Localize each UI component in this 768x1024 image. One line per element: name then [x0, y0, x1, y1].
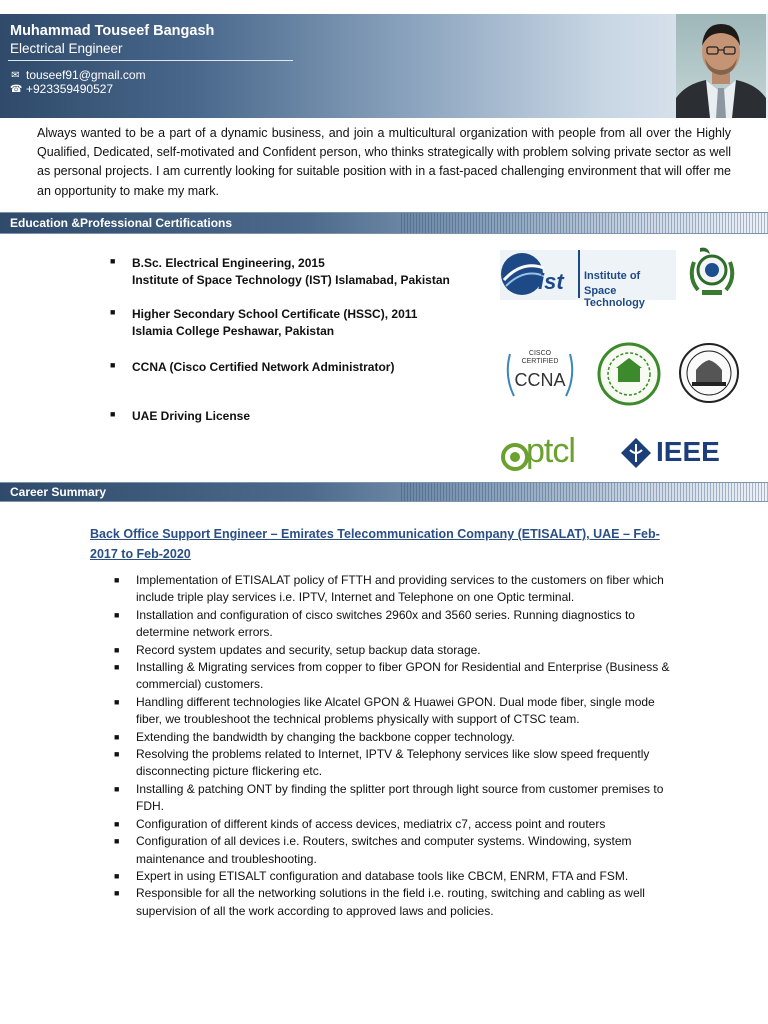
hec-emblem-icon [688, 244, 736, 300]
duty-text: Handling different technologies like Alcatel GPON & Huawei GPON. Dual mode fiber, single mode fiber, we troubleshoot the technical problems physically with support of CTSC team. [136, 694, 655, 727]
envelope-icon: ✉ [11, 69, 20, 81]
ccna-mid-text: CERTIFIED [521, 358, 559, 365]
list-item [114, 572, 674, 607]
list-item [114, 833, 674, 868]
email-row [10, 68, 146, 82]
duty-text: Installation and configuration of cisco switches 2960x and 3560 series. Running diagnostics to determine network errors. [136, 607, 635, 640]
phone-text: +923359490527 [26, 82, 114, 96]
bullet-icon: ■ [114, 870, 120, 881]
ccna-top-text: CISCO [528, 350, 552, 357]
duty-text: Configuration of different kinds of access devices, mediatrix c7, access point and routers [136, 816, 606, 831]
phone-row [10, 82, 113, 96]
bullet-icon: ■ [114, 836, 120, 847]
duty-text: Configuration of all devices i.e. Routers, switches and computer systems. Windowing, system maintenance and troubleshooting. [136, 834, 632, 866]
pec-seal-icon [596, 340, 662, 408]
header-divider [8, 60, 293, 61]
list-item [114, 746, 674, 781]
list-item [114, 868, 674, 885]
duty-text: Extending the bandwidth by changing the backbone copper technology. [136, 729, 515, 744]
duty-text: Resolving the problems related to Internet, IPTV & Telephony services like slow speed frequently disconnecting picture flickering etc. [136, 747, 650, 779]
duty-text: Record system updates and security, setup backup data storage. [136, 642, 481, 657]
education-item-title: UAE Driving License [132, 409, 251, 423]
duty-text: Responsible for all the networking solutions in the field i.e. routing, switching and cabling as well supervision of all the work according to approved laws and policies. [136, 886, 645, 918]
bullet-icon: ■ [110, 307, 116, 317]
ist-logo-line1: Institute of [584, 270, 641, 282]
bullet-icon: ■ [114, 575, 120, 585]
list-item [114, 781, 674, 816]
list-item [114, 816, 674, 833]
bullet-icon: ■ [114, 749, 120, 760]
phone-icon: ☎ [10, 83, 23, 95]
education-item-title: CCNA (Cisco Certified Network Administrator) [132, 360, 395, 374]
education-section-header [0, 212, 768, 234]
bullet-icon: ■ [110, 409, 116, 419]
education-item-title: Higher Secondary School Certificate (HSSC), 2011 [132, 307, 418, 321]
bullet-icon: ■ [114, 783, 120, 794]
bullet-icon: ■ [114, 888, 120, 899]
bullet-icon: ■ [114, 696, 120, 707]
list-item [114, 642, 674, 659]
ist-logo [500, 250, 676, 309]
bullet-icon: ■ [114, 609, 120, 620]
college-seal-icon [678, 340, 740, 406]
bullet-icon: ■ [114, 662, 120, 673]
bullet-icon: ■ [114, 818, 120, 829]
ptcl-logo [500, 432, 604, 476]
ccna-logo [504, 344, 576, 406]
education-item-institution: Islamia College Peshawar, Pakistan [132, 324, 335, 338]
header-banner [0, 14, 768, 118]
education-item-title: B.Sc. Electrical Engineering, 2015 [132, 256, 325, 270]
professional-summary: Always wanted to be a part of a dynamic business, and join a multicultural organization with people from all over the Highly Qualified, Dedicated, self-motivated and Confident person, who thinks strategically with problem solving private sector as well as personal projects. I am currently looking for suitable position with in a fast-paced challenging environment that will offer me an opportunity to make my mark. [37, 126, 731, 198]
ist-mark-text: ist [538, 269, 564, 294]
list-item [114, 729, 674, 746]
email-text[interactable]: touseef91@gmail.com [26, 68, 146, 82]
profile-photo [676, 14, 766, 118]
list-item [114, 607, 674, 642]
duty-text: Installing & Migrating services from copper to fiber GPON for Residential and Enterprise (Business & commercial) customers. [136, 660, 670, 692]
duty-text: Implementation of ETISALAT policy of FTTH and providing services to the customers on fiber which include triple play services i.e. IPTV, Internet and Telephone on one Optic terminal. [136, 573, 664, 605]
list-item [114, 694, 674, 729]
candidate-role: Electrical Engineer [10, 41, 123, 56]
ieee-logo [620, 436, 736, 470]
bullet-icon: ■ [114, 731, 120, 742]
ist-logo-line2: Space Technology [584, 285, 645, 309]
bullet-icon: ■ [110, 360, 116, 370]
ccna-main-text: CCNA [514, 370, 566, 390]
job-title: Back Office Support Engineer – Emirates Telecommunication Company (ETISALAT), UAE – Feb-2017 to Feb-2020 [90, 527, 660, 561]
duties-list [114, 572, 674, 920]
career-section-header [0, 482, 768, 502]
duty-text: Installing & patching ONT by finding the splitter port through light source from customer premises to FDH. [136, 781, 664, 814]
ieee-text: IEEE [656, 436, 720, 467]
list-item [114, 659, 674, 694]
bullet-icon: ■ [110, 256, 116, 266]
education-heading: Education &Professional Certifications [10, 216, 233, 230]
ptcl-text: ptcl [526, 432, 575, 470]
bullet-icon: ■ [114, 644, 120, 655]
career-heading: Career Summary [10, 485, 107, 499]
duty-text: Expert in using ETISALT configuration and database tools like CBCM, ENRM, FTA and FSM. [136, 868, 629, 883]
education-item-institution: Institute of Space Technology (IST) Islamabad, Pakistan [132, 273, 450, 287]
list-item [114, 885, 674, 920]
candidate-name: Muhammad Touseef Bangash [10, 23, 215, 39]
